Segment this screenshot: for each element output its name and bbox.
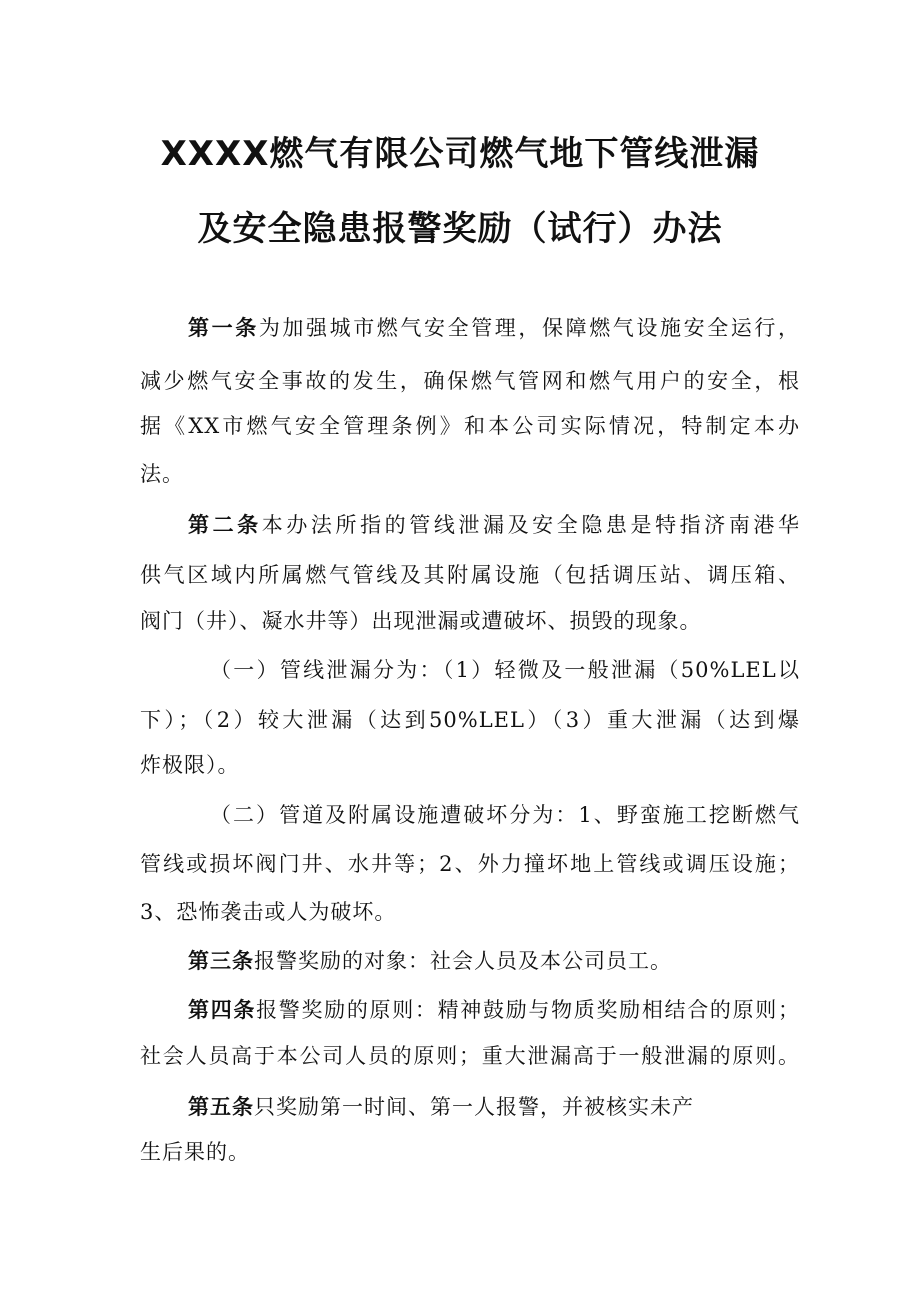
- item-1-line-1: （一）管线泄漏分为：（1）轻微及一般泄漏（50%LEL以: [210, 658, 800, 682]
- article-1-line-2: 减少燃气安全事故的发生，确保燃气管网和燃气用户的安全，根: [140, 369, 800, 393]
- article-5-line-2: 生后果的。: [140, 1140, 250, 1164]
- document-title-line-2: 及安全隐患报警奖励（试行）办法: [197, 209, 723, 249]
- article-2-line-3: 阀门（井）、凝水井等）出现泄漏或遭破坏、损毁的现象。: [140, 609, 702, 633]
- article-1-label: 第一条: [188, 316, 259, 340]
- article-3-line-1: 第三条报警奖励的对象：社会人员及本公司员工。: [188, 949, 672, 973]
- item-2-line-2: 管线或损坏阀门井、水井等；2、外力撞坏地上管线或调压设施；: [140, 852, 800, 876]
- item-2-line-3: 3、恐怖袭击或人为破坏。: [140, 900, 397, 924]
- document-title-line-1: XXXX燃气有限公司燃气地下管线泄漏: [160, 134, 760, 174]
- article-1-line-4: 法。: [140, 462, 184, 486]
- article-5-line-1: 第五条只奖励第一时间、第一人报警，并被核实未产: [188, 1095, 694, 1119]
- article-1-line-1: 第一条为加强城市燃气安全管理，保障燃气设施安全运行，: [188, 316, 801, 340]
- item-2-line-1: （二）管道及附属设施遭破坏分为：1、野蛮施工挖断燃气: [210, 803, 800, 827]
- article-3-label: 第三条: [188, 949, 254, 973]
- article-2-line-1: 第二条本办法所指的管线泄漏及安全隐患是特指济南港华: [188, 513, 800, 537]
- article-4-line-2: 社会人员高于本公司人员的原则；重大泄漏高于一般泄漏的原则。: [140, 1044, 800, 1068]
- item-1-line-2: 下）；（2）较大泄漏（达到50%LEL）（3）重大泄漏（达到爆: [140, 708, 800, 732]
- item-1-line-3: 炸极限）。: [140, 753, 240, 777]
- article-2-line-2: 供气区域内所属燃气管线及其附属设施（包括调压站、调压箱、: [140, 563, 800, 587]
- article-2-label: 第二条: [188, 513, 262, 537]
- article-5-label: 第五条: [188, 1095, 254, 1119]
- article-4-line-1: 第四条报警奖励的原则：精神鼓励与物质奖励相结合的原则；: [188, 998, 800, 1022]
- article-4-label: 第四条: [188, 998, 257, 1022]
- article-1-line-3: 据《XX市燃气安全管理条例》和本公司实际情况，特制定本办: [140, 414, 800, 438]
